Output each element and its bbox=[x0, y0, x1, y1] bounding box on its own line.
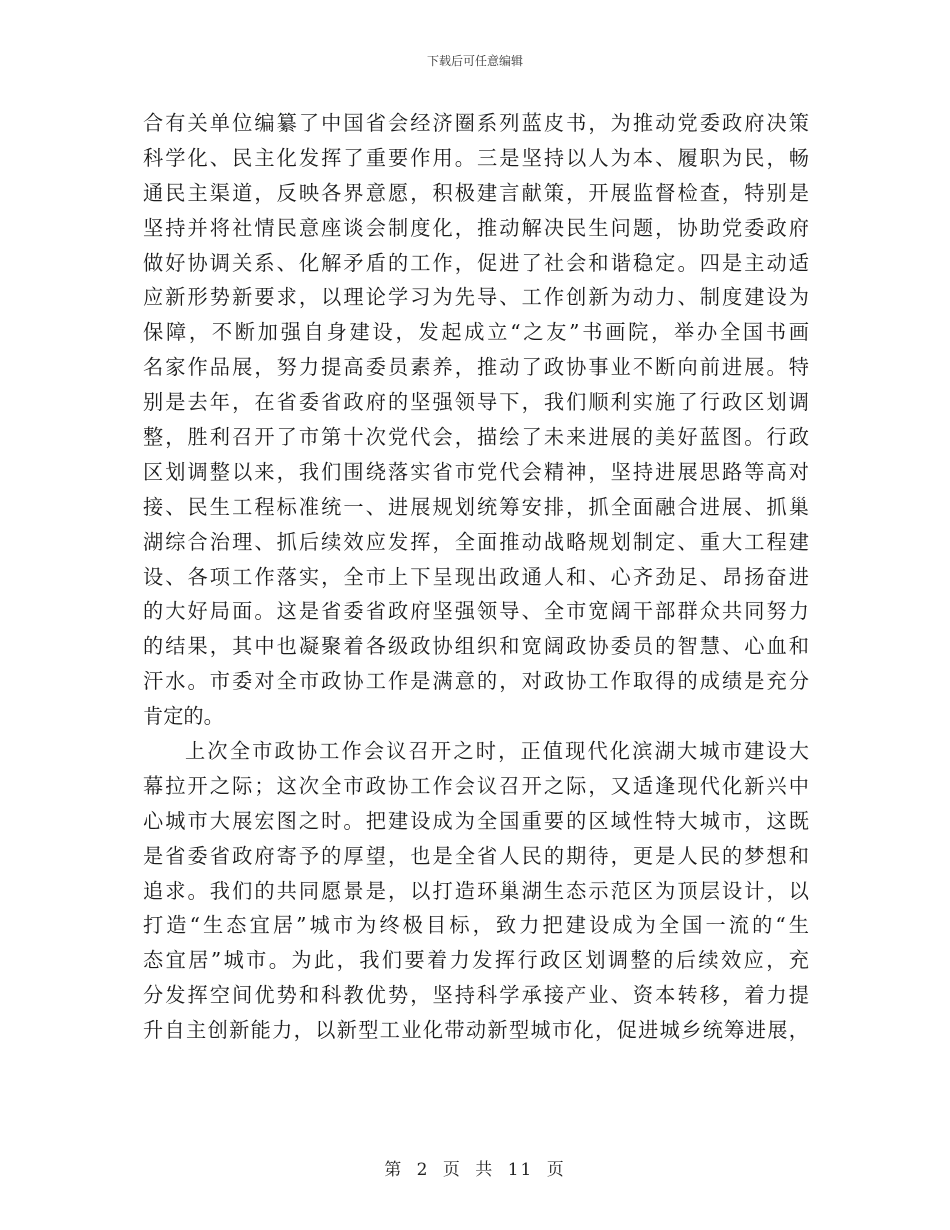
text-line: 幕拉开之际；这次全市政协工作会议召开之际，又适逢现代化新兴中 bbox=[143, 773, 809, 798]
text-line: 合有关单位编纂了中国省会经济圈系列蓝皮书，为推动党委政府决策 bbox=[143, 111, 809, 135]
text-line: 科学化、民主化发挥了重要作用。三是坚持以人为本、履职为民，畅 bbox=[143, 145, 809, 170]
text-line: 是省委省政府寄予的厚望，也是全省人民的期待，更是人民的梦想和 bbox=[143, 843, 809, 868]
text-line: 区划调整以来，我们围绕落实省市党代会精神，坚持进展思路等高对 bbox=[143, 459, 809, 484]
text-line: 升自主创新能力，以新型工业化带动新型城市化，促进城乡统筹进展， bbox=[143, 1018, 809, 1043]
page-header-note: 下载后可任意编辑 bbox=[426, 54, 523, 68]
text-line: 上次全市政协工作会议召开之时，正值现代化滨湖大城市建设大 bbox=[185, 739, 809, 764]
text-line: 态宜居”城市。为此，我们要着力发挥行政区划调整的后续效应，充 bbox=[143, 948, 809, 973]
text-line: 打造“生态宜居”城市为终极目标，致力把建设成为全国一流的“生 bbox=[143, 913, 809, 938]
text-line: 别是去年，在省委省政府的坚强领导下，我们顺利实施了行政区划调 bbox=[143, 390, 809, 415]
text-line: 做好协调关系、化解矛盾的工作，促进了社会和谐稳定。四是主动适 bbox=[143, 250, 809, 275]
text-line: 的大好局面。这是省委省政府坚强领导、全市宽阔干部群众共同努力 bbox=[143, 599, 809, 624]
paragraph-2 bbox=[143, 734, 809, 1048]
text-line: 保障，不断加强自身建设，发起成立“之友”书画院，举办全国书画 bbox=[143, 320, 809, 345]
page-number: 第 2 页 共 11 页 bbox=[384, 1160, 566, 1180]
text-line: 汗水。市委对全市政协工作是满意的，对政协工作取得的成绩是充分 bbox=[143, 669, 809, 694]
text-line: 接、民生工程标准统一、进展规划统筹安排，抓全面融合进展、抓巢 bbox=[143, 494, 809, 519]
text-line: 应新形势新要求，以理论学习为先导、工作创新为动力、制度建设为 bbox=[143, 285, 809, 310]
text-line: 湖综合治理、抓后续效应发挥，全面推动战略规划制定、重大工程建 bbox=[143, 529, 809, 554]
text-line: 名家作品展，努力提高委员素养，推动了政协事业不断向前进展。特 bbox=[143, 355, 809, 380]
text-line: 整，胜利召开了市第十次党代会，描绘了未来进展的美好蓝图。行政 bbox=[143, 425, 809, 450]
document-body bbox=[143, 106, 809, 1048]
text-line: 追求。我们的共同愿景是，以打造环巢湖生态示范区为顶层设计，以 bbox=[143, 878, 809, 903]
text-line: 设、各项工作落实，全市上下呈现出政通人和、心齐劲足、昂扬奋进 bbox=[143, 564, 809, 589]
text-line: 坚持并将社情民意座谈会制度化，推动解决民生问题，协助党委政府 bbox=[143, 215, 809, 240]
text-line: 的结果，其中也凝聚着各级政协组织和宽阔政协委员的智慧、心血和 bbox=[143, 634, 809, 659]
text-line: 分发挥空间优势和科教优势，坚持科学承接产业、资本转移，着力提 bbox=[143, 983, 809, 1008]
text-line: 肯定的。 bbox=[143, 704, 224, 729]
text-line: 通民主渠道，反映各界意愿，积极建言献策，开展监督检查，特别是 bbox=[143, 180, 809, 205]
text-line: 心城市大展宏图之时。把建设成为全国重要的区域性特大城市，这既 bbox=[143, 808, 809, 833]
paragraph-1 bbox=[143, 106, 809, 734]
